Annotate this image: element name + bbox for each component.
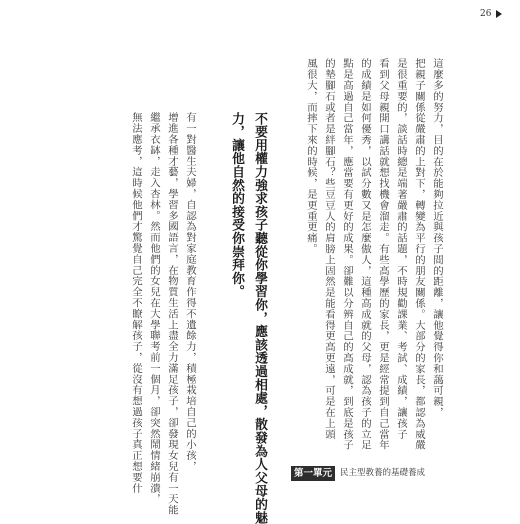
page-number: 26 [480, 9, 492, 19]
section-title: 民主型教養的基礎養成 [340, 468, 426, 478]
body-column: 點是高過自己當年，應當要有更好的成果。卻難以分辨自己的高成就，到底是孩子 [341, 58, 353, 451]
unit-label: 第一單元 [291, 466, 335, 481]
body-column: 這麼多的努力，目的在於能夠拉近與孩子間的距離，讓他覺得你和藹可親， [431, 58, 443, 418]
body-column: 有一對醫生夫婦，自認為對家庭教育作得不遺餘力，積極栽培自己的小孩， [184, 112, 196, 472]
highlight-quote-line: 力，讓他自然的接受你崇拜你。 [229, 112, 244, 299]
body-column: 繼承衣缽，走入杏林。然而他們的女兒在大學聯考前一個月，卻突然鬧情緒崩潰， [148, 112, 160, 505]
page-arrow-icon [496, 10, 502, 18]
body-column: 把親子關係從嚴肅的上對下，轉變為平行的朋友關係。大部分的家長，都認為威嚴 [413, 58, 425, 451]
body-column: 增進各種才藝，學習多國語言，在物質生活上盡全力滿足孩子，卻發現女兒有一天能 [166, 112, 178, 516]
body-column: 看到父母親開口講話就想找機會溜走。有些高學歷的家長，更是經常提到自己當年 [377, 58, 389, 451]
body-column: 的成績是如何優秀，以試分數又是怎麼傲人，這種高成就的父母，認為孩子的立足 [359, 58, 371, 451]
body-column: 風很大，而摔下來的時候，是更重更痛。 [305, 58, 317, 255]
highlight-quote-line: 不要用權力強求孩子聽從你學習你，應該透過相處，散發為人父母的魅 [252, 112, 267, 524]
body-column: 的墊腳石或者是絆腳石？些豆豆人的肩膀上固然是能看得更高更遠，可是在上頭 [323, 58, 335, 440]
body-column: 是很重要的，談話時總是端著嚴肅的話題，不時規勸課業、考試、成績，讓孩子 [395, 58, 407, 440]
body-column: 無法應考，這時候他們才驚覺自己完全不瞭解孩子，從沒有想過孩子真正想要什 [130, 112, 142, 494]
